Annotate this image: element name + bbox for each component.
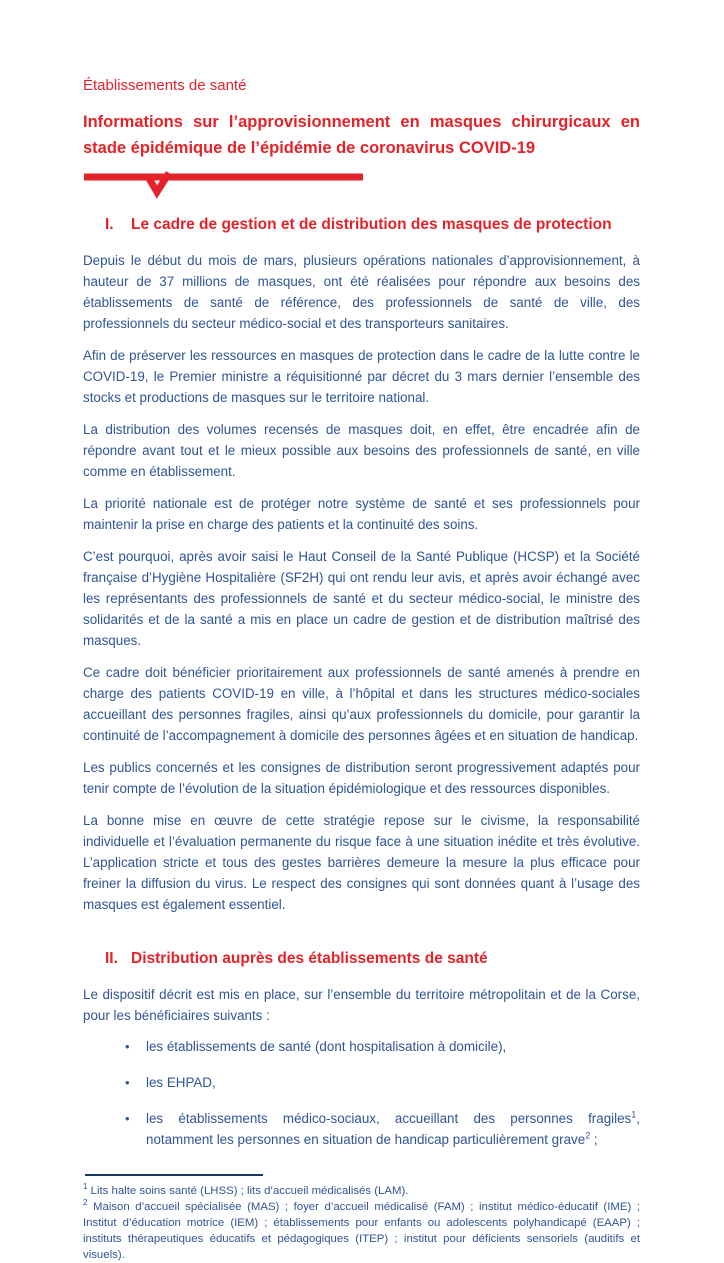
paragraph: C’est pourquoi, après avoir saisi le Haut Conseil de la Santé Publique (HCSP) et la Société française d’Hygiène Hospitalière (SF2H) qui ont rendu leur avis, et après avoir échangé avec les représentants des professionnels de santé et du secteur médico-social, le ministre des solidarités et de la santé a mis en place un cadre de gestion et de distribution maîtrisé des masques. <box>83 548 640 648</box>
section-1-number: I. <box>105 215 114 233</box>
bullet-icon: • <box>125 1074 130 1090</box>
paragraph: Le dispositif décrit est mis en place, sur l’ensemble du territoire métropolitain et de la Corse, pour les bénéficiaires suivants : <box>83 986 640 1023</box>
paragraph: La distribution des volumes recensés de masques doit, en effet, être encadrée afin de répondre avant tout et le mieux possible aux besoins des professionnels de santé, en ville comme en établissement. <box>83 421 640 479</box>
section-2-number: II. <box>105 949 118 967</box>
paragraph: La priorité nationale est de protéger notre système de santé et ses professionnels pour maintenir la prise en charge des patients et la continuité des soins. <box>83 495 640 532</box>
footnote-2 <box>83 1199 640 1263</box>
paragraph: Les publics concernés et les consignes de distribution seront progressivement adaptés pour tenir compte de l’évolution de la situation épidémiologique et des ressources disponibles. <box>83 759 640 796</box>
footnote-1-marker: 1 <box>83 1181 88 1191</box>
list-item-text: ; <box>590 1131 598 1147</box>
paragraph: La bonne mise en œuvre de cette stratégie repose sur le civisme, la responsabilité individuelle et l’évaluation permanente du risque face à une situation inédite et très évolutive. L’application stricte et tous des gestes barrières demeure la mesure la plus efficace pour freiner la diffusion du virus. Le respect des consignes qui sont données quant à l’usage des masques est également essentiel. <box>83 812 640 912</box>
list-item <box>83 1108 640 1150</box>
bullet-icon: • <box>125 1038 130 1054</box>
section-2-title: Distribution auprès des établissements de santé <box>131 949 488 967</box>
section-1-title: Le cadre de gestion et de distribution des masques de protection <box>131 215 612 233</box>
bullet-icon: • <box>125 1110 130 1126</box>
footnote-2-marker: 2 <box>83 1197 88 1207</box>
footnote-separator <box>85 1174 263 1176</box>
section-1-heading <box>83 215 640 235</box>
paragraph: Ce cadre doit bénéficier prioritairement aux professionnels de santé amenés à prendre en charge des patients COVID-19 en ville, à l’hôpital et dans les structures médico-sociales accueillant des personnes fragiles, ainsi qu’aux professionnels du domicile, pour garantir la continuité de l’accompagnement à domicile des personnes âgées et en situation de handicap. <box>83 664 640 743</box>
list-item-text: les EHPAD, <box>146 1074 216 1090</box>
document-kicker: Établissements de santé <box>83 77 247 94</box>
document-title: Informations sur l’approvisionnement en masques chirurgicaux en stade épidémique de l’épidémie de coronavirus COVID-19 <box>83 112 640 157</box>
footnote-reference-2: 2 <box>585 1130 591 1141</box>
paragraph: Depuis le début du mois de mars, plusieurs opérations nationales d’approvisionnement, à hauteur de 37 millions de masques, ont été réalisées pour répondre aux besoins des établissements de santé de référence, des professionnels de santé de ville, des professionnels du secteur médico-social et des transporteurs sanitaires. <box>83 252 640 331</box>
list-item-text: , notamment les personnes en situation de handicap particulièrement grave <box>146 1110 640 1147</box>
footnote-1 <box>83 1183 640 1199</box>
beneficiaries-bullet-list <box>83 1036 640 1150</box>
footnotes-section <box>83 1174 640 1263</box>
paragraph: Afin de préserver les ressources en masques de protection dans le cadre de la lutte contre le COVID-19, le Premier ministre a réquisitionné par décret du 3 mars dernier l’ensemble des stocks et productions de masques sur le territoire national. <box>83 347 640 405</box>
footnote-2-text: Maison d’accueil spécialisée (MAS) ; foyer d’accueil médicalisé (FAM) ; institut médico-éducatif (IME) ; Institut d’éducation motrice (IEM) ; établissements pour enfants ou adolescents polyhandicapé (EAAP) ; instituts thérapeutiques éducatifs et pédagogiques (ITEP) ; institut pour déficients sensoriels (auditifs et visuels). <box>83 1200 640 1261</box>
list-item <box>83 1072 640 1093</box>
section-2-heading <box>83 949 640 969</box>
list-item <box>83 1036 640 1057</box>
footnote-1-text: Lits halte soins santé (LHSS) ; lits d’accueil médicalisés (LAM). <box>87 1184 409 1197</box>
list-item-text: les établissements médico-sociaux, accueillant des personnes fragiles <box>146 1110 632 1126</box>
list-item-text: les établissements de santé (dont hospitalisation à domicile), <box>146 1038 507 1054</box>
footnote-reference-1: 1 <box>631 1109 637 1120</box>
title-underline-checkmark-icon <box>83 171 364 195</box>
